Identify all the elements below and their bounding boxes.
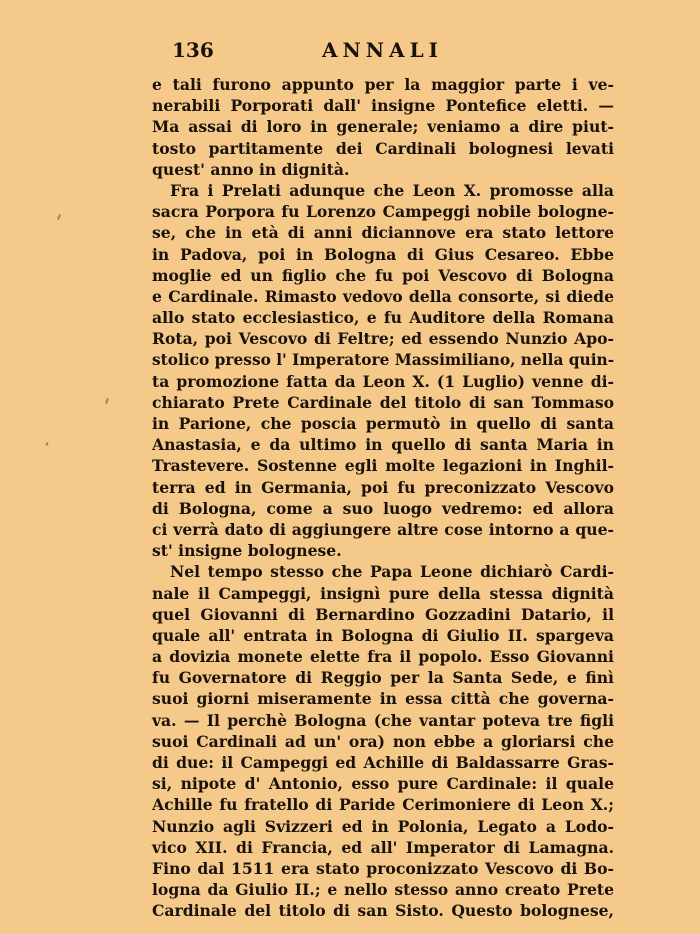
text-line: suoi giorni miseramente in essa città che governa- — [152, 689, 614, 709]
text-line: Trastevere. Sostenne egli molte legazioni in Inghil- — [152, 456, 614, 476]
text-line: va. — Il perchè Bologna (che vantar poteva tre figli — [152, 710, 614, 730]
text-line: in Parione, che poscia permutò in quello di santa — [152, 414, 614, 433]
text-line: Achille fu fratello di Paride Cerimoniere di Leon X.; — [152, 795, 614, 815]
text-line: chiarato Prete Cardinale del titolo di san Tommaso — [152, 392, 614, 412]
text-line: e tali furono appunto per la maggior parte i ve- — [152, 75, 614, 94]
text-line: nale il Campeggi, insignì pure della stessa dignità — [152, 583, 614, 603]
text-line: di due: il Campeggi ed Achille di Baldassarre Gras- — [152, 753, 614, 772]
text-line: fu Governatore di Reggio per la Santa Sede, e finì — [152, 668, 614, 688]
text-line: Nunzio agli Svizzeri ed in Polonia, Legato a Lodo- — [152, 816, 614, 836]
text-line: di Bologna, come a suo luogo vedremo: ed allora — [152, 498, 614, 518]
text-line: Cardinale del titolo di san Sisto. Questo bolognese, — [152, 901, 614, 921]
running-title: ANNALI — [322, 38, 444, 62]
text-line: tosto partitamente dei Cardinali bolognesi levati — [152, 138, 614, 158]
text-line: se, che in età di anni diciannove era stato lettore — [152, 223, 614, 243]
page-header — [172, 38, 612, 66]
text-line: moglie ed un figlio che fu poi Vescovo di Bologna — [152, 265, 614, 285]
text-line: ci verrà dato di aggiungere altre cose intorno a que- — [152, 519, 614, 539]
text-line: suoi Cardinali ad un' ora) non ebbe a gloriarsi che — [152, 731, 614, 751]
paper-speck — [45, 442, 49, 446]
paper-speck — [57, 214, 61, 220]
text-line: logna da Giulio II.; e nello stesso anno creato Prete — [152, 880, 614, 900]
body-text — [152, 74, 614, 922]
text-line: e Cardinale. Rimasto vedovo della consorte, si diede — [152, 286, 614, 306]
text-line: Nel tempo stesso che Papa Leone dichiarò Cardi- — [170, 562, 614, 582]
page-number: 136 — [172, 38, 214, 62]
text-line: Fra i Prelati adunque che Leon X. promosse alla — [170, 180, 614, 200]
text-line: stolico presso l' Imperatore Massimiliano, nella quin- — [152, 350, 615, 370]
text-line: si, nipote d' Antonio, esso pure Cardinale: il quale — [152, 774, 614, 794]
text-line: in Padova, poi in Bologna di Gius Cesareo. Ebbe — [152, 244, 614, 264]
text-line: quel Giovanni di Bernardino Gozzadini Datario, il — [152, 604, 614, 624]
text-line: Anastasia, e da ultimo in quello di santa Maria in — [152, 435, 614, 455]
text-line: Fino dal 1511 era stato proconizzato Vescovo di Bo- — [152, 858, 614, 878]
text-line: quest' anno in dignità. — [152, 159, 350, 179]
text-line: st' insigne bolognese. — [152, 541, 342, 561]
text-line: ta promozione fatta da Leon X. (1 Luglio) venne di- — [152, 371, 614, 391]
text-line: sacra Porpora fu Lorenzo Campeggi nobile bologne- — [152, 202, 614, 222]
paper-speck — [105, 398, 109, 404]
text-line: a dovizia monete elette fra il popolo. Esso Giovanni — [152, 647, 614, 667]
text-line: Ma assai di loro in generale; veniamo a dire piut- — [152, 117, 614, 137]
text-line: Rota, poi Vescovo di Feltre; ed essendo Nunzio Apo- — [152, 329, 614, 349]
text-line: vico XII. di Francia, ed all' Imperator di Lamagna. — [152, 837, 614, 857]
text-line: quale all' entrata in Bologna di Giulio II. spargeva — [152, 625, 614, 645]
text-line: allo stato ecclesiastico, e fu Auditore della Romana — [152, 308, 614, 328]
text-line: terra ed in Germania, poi fu preconizzato Vescovo — [152, 477, 614, 497]
text-line: nerabili Porporati dall' insigne Pontefice eletti. — — [152, 96, 614, 116]
